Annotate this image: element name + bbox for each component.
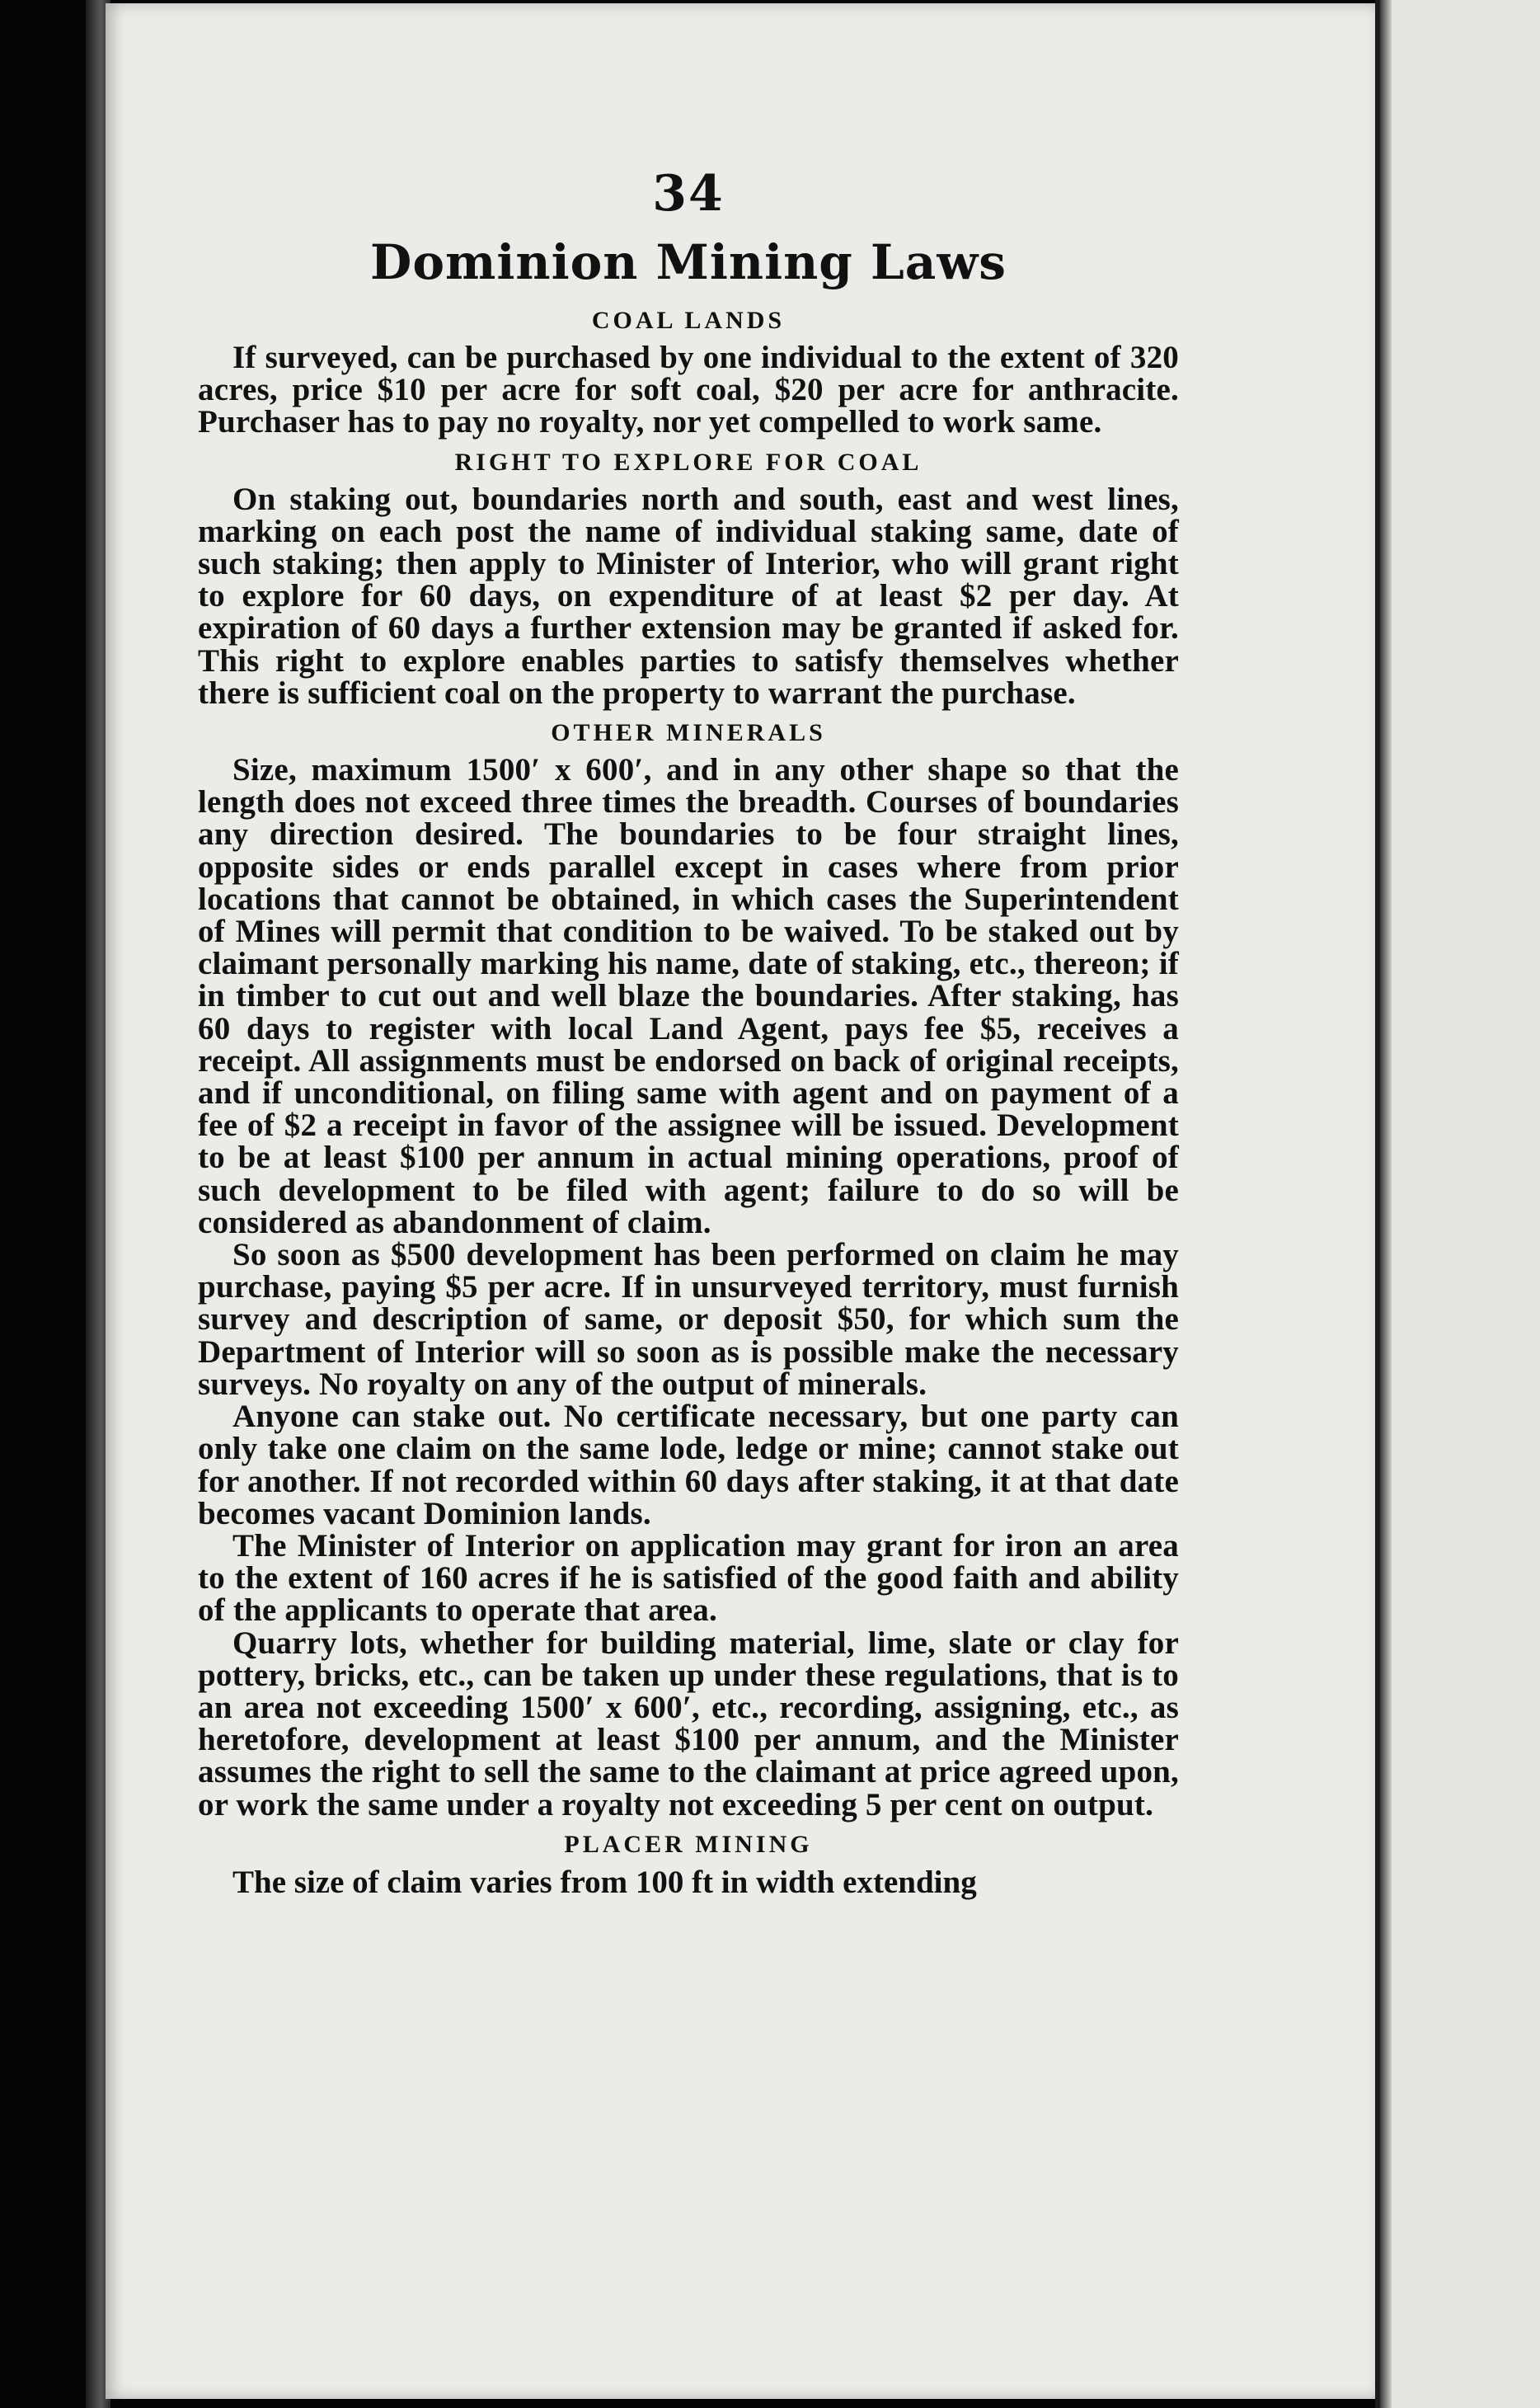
paragraph-other-minerals-staking: Anyone can stake out. No certificate necessary, but one party can only take one claim on the same lode, ledge or mine; cannot stake out for another. If not recorded within 60 days after staking, it at that date becomes vacant Dominion lands. [198, 1399, 1179, 1531]
page-number: 34 [652, 165, 725, 223]
paragraph-coal-lands: If surveyed, can be purchased by one individual to the extent of 320 acres, price $10 per acre for soft coal, $20 per acre for anthracite. Purchaser has to pay no royalty, nor yet compelled to work same. [198, 340, 1179, 440]
paragraph-other-minerals-purchase: So soon as $500 development has been performed on claim he may purchase, paying $5 per acre. If in unsurveyed territory, must furnish survey and description of same, or deposit $50, for which sum the Department of Interior will so soon as is possible make the necessary surveys. No royalty on any of the output of minerals. [198, 1237, 1179, 1402]
heading-coal-lands: COAL LANDS [591, 307, 786, 334]
heading-right-to-explore: RIGHT TO EXPLORE FOR COAL [454, 448, 923, 476]
paragraph-other-minerals-size: Size, maximum 1500′ x 600′, and in any other shape so that the length does not exceed three times the breadth. Courses of boundaries any direction desired. The boundaries to be four straight lines, opposite sides or ends parallel except in cases where from prior locations that cannot be obtained, in which cases the Superintendent of Mines will permit that condition to be waived. To be staked out by claimant personally marking his name, date of staking, etc., thereon; if in timber to cut out and well blaze the boundaries. After staking, has 60 days to register with local Land Agent, pays fee $5, receives a receipt. All assignments must be endorsed on back of original receipts, and if unconditional, on filing same with agent and on payment of a fee of $2 a receipt in favor of the assignee will be issued. Development to be at least $100 per annum in actual mining operations, proof of such development to be filed with agent; failure to do so will be considered as abandonment of claim. [198, 752, 1179, 1240]
page-fold-shadow [1380, 0, 1392, 2408]
page-text-block [198, 165, 1179, 1900]
page-title: Dominion Mining Laws [370, 234, 1007, 290]
paragraph-other-minerals-quarry: Quarry lots, whether for building material, lime, slate or clay for pottery, bricks, etc., can be taken up under these regulations, that is to an area not exceeding 1500′ x 600′, etc., recording, assigning, etc., as heretofore, development at least $100 per annum, and the Minister assumes the right to sell the same to the claimant at price agreed upon, or work the same under a royalty not exceeding 5 per cent on output. [198, 1625, 1179, 1822]
facing-page-edge [1375, 0, 1540, 2408]
paragraph-right-to-explore: On staking out, boundaries north and south, east and west lines, marking on each post the name of individual staking same, date of such staking; then apply to Minister of Interior, who will grant right to explore for 60 days, on expenditure of at least $2 per day. At expiration of 60 days a further extension may be granted if asked for. This right to explore enables parties to satisfy themselves whether there is sufficient coal on the property to warrant the purchase. [198, 481, 1179, 711]
paragraph-other-minerals-iron: The Minister of Interior on application may grant for iron an area to the extent of 160 acres if he is satisfied of the good faith and ability of the applicants to operate that area. [198, 1527, 1179, 1629]
paragraph-placer-mining-start: The size of claim varies from 100 ft in width extending [232, 1864, 977, 1900]
heading-other-minerals: OTHER MINERALS [551, 719, 826, 747]
heading-placer-mining: PLACER MINING [564, 1830, 813, 1858]
